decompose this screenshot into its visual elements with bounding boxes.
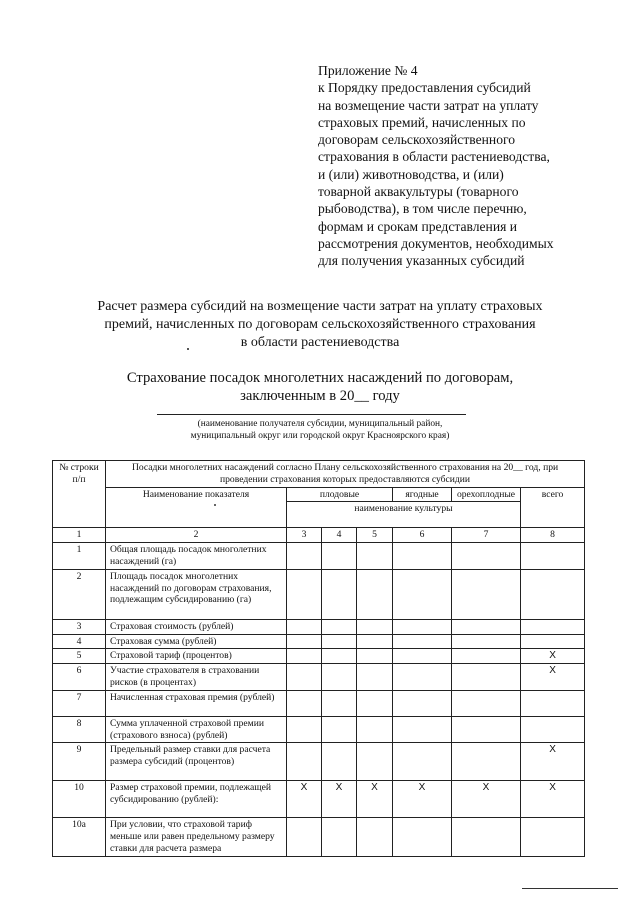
row-mark: Х: [521, 649, 585, 664]
appendix-line: для получения указанных субсидий: [318, 253, 525, 269]
col-number: 8: [521, 528, 585, 543]
appendix-line: формам и срокам представления и: [318, 218, 518, 234]
row-number: 4: [53, 634, 106, 649]
header-total: всего: [521, 487, 585, 528]
row-number: 6: [53, 664, 106, 691]
row-indicator: Участие страхователя в страховании рисков (в процентах): [106, 664, 287, 691]
row-mark: [287, 690, 322, 716]
row-mark: [322, 543, 357, 570]
appendix-line: рыбоводства), в том числе перечню,: [318, 201, 527, 217]
scan-edge-line: [522, 888, 618, 889]
appendix-line: Приложение № 4: [318, 63, 418, 78]
table-row: [53, 690, 585, 716]
appendix-line: товарной аквакультуры (товарного: [318, 184, 519, 200]
row-mark: [322, 649, 357, 664]
row-indicator: Размер страховой премии, подлежащей субсидированию (рублей):: [106, 781, 287, 818]
recipient-note-line: муниципальный округ или городской округ Красноярского края): [190, 431, 450, 441]
title-line: Расчет размера субсидий на возмещение части затрат на уплату страховых: [97, 299, 543, 314]
table-row: [53, 634, 585, 649]
row-mark: [322, 743, 357, 781]
row-mark: [357, 634, 393, 649]
row-mark: [322, 818, 357, 856]
row-mark: [357, 619, 393, 634]
row-mark: [287, 569, 322, 619]
row-mark: [393, 649, 452, 664]
row-mark: [322, 619, 357, 634]
row-indicator: Сумма уплаченной страховой премии (страхового взноса) (рублей): [106, 716, 287, 743]
row-mark: [322, 664, 357, 691]
row-indicator: Страховой тариф (процентов): [106, 649, 287, 664]
row-mark: [393, 569, 452, 619]
header-row-number: № строки п/п: [53, 461, 106, 528]
subtitle-line: заключенным в 20__ году: [240, 388, 400, 404]
row-mark: Х: [521, 743, 585, 781]
document-subtitle: [60, 369, 580, 405]
row-number: 7: [53, 690, 106, 716]
scan-dot: [214, 504, 216, 506]
table-row: [53, 818, 585, 856]
row-mark: [521, 690, 585, 716]
appendix-line: на возмещение части затрат на уплату: [318, 97, 539, 113]
row-mark: [452, 634, 521, 649]
table-row: [53, 619, 585, 634]
row-mark: [393, 690, 452, 716]
row-mark: [393, 634, 452, 649]
row-mark: [322, 690, 357, 716]
appendix-line: и (или) животноводства, и (или): [318, 166, 504, 182]
row-mark: [452, 649, 521, 664]
row-number: 10а: [53, 818, 106, 856]
row-indicator: Страховая сумма (рублей): [106, 634, 287, 649]
row-mark: [287, 619, 322, 634]
row-mark: [357, 543, 393, 570]
row-mark: [393, 543, 452, 570]
row-mark: [393, 716, 452, 743]
appendix-line: рассмотрения документов, необходимых: [318, 235, 554, 251]
row-mark: Х: [521, 781, 585, 818]
row-mark: [287, 664, 322, 691]
row-mark: [521, 818, 585, 856]
row-mark: [287, 743, 322, 781]
row-number: 2: [53, 569, 106, 619]
appendix-line: страховых премий, начисленных по: [318, 114, 526, 130]
header-culture-name: наименование культуры: [287, 502, 521, 528]
appendix-line: договорам сельскохозяйственного: [318, 132, 516, 148]
appendix-line: страхования в области растениеводства,: [318, 149, 550, 165]
row-mark: [393, 818, 452, 856]
row-mark: [287, 716, 322, 743]
row-number: 3: [53, 619, 106, 634]
row-mark: [452, 569, 521, 619]
row-mark: [287, 818, 322, 856]
row-mark: [357, 649, 393, 664]
col-number: 1: [53, 528, 106, 543]
row-mark: [357, 664, 393, 691]
row-number: 5: [53, 649, 106, 664]
scan-dot: [187, 348, 189, 350]
table-row: [53, 543, 585, 570]
recipient-fill-line: [157, 414, 466, 415]
row-indicator: Общая площадь посадок многолетних насаждений (га): [106, 543, 287, 570]
row-mark: [521, 634, 585, 649]
row-number: 9: [53, 743, 106, 781]
recipient-note-line: (наименование получателя субсидии, муниципальный район,: [197, 419, 443, 429]
row-mark: [521, 619, 585, 634]
row-mark: [287, 543, 322, 570]
row-mark: [357, 690, 393, 716]
row-mark: [322, 716, 357, 743]
header-fruit: плодовые: [287, 487, 393, 502]
row-mark: [357, 818, 393, 856]
row-mark: [452, 664, 521, 691]
subsidy-calculation-table: [52, 460, 585, 857]
table-row: [53, 664, 585, 691]
header-nut: орехоплодные: [452, 487, 521, 502]
row-number: 8: [53, 716, 106, 743]
row-indicator: Предельный размер ставки для расчета размера субсидий (процентов): [106, 743, 287, 781]
row-mark: [521, 543, 585, 570]
row-mark: [393, 664, 452, 691]
col-number: 5: [357, 528, 393, 543]
table-row: [53, 743, 585, 781]
row-mark: [322, 634, 357, 649]
col-number: 4: [322, 528, 357, 543]
row-mark: Х: [357, 781, 393, 818]
row-mark: [322, 569, 357, 619]
col-number: 3: [287, 528, 322, 543]
header-berry: ягодные: [393, 487, 452, 502]
col-number: 2: [106, 528, 287, 543]
row-mark: Х: [287, 781, 322, 818]
row-mark: [393, 619, 452, 634]
row-mark: [452, 543, 521, 570]
row-mark: [452, 716, 521, 743]
row-mark: [287, 634, 322, 649]
col-number: 6: [393, 528, 452, 543]
row-indicator: Площадь посадок многолетних насаждений по договорам страхования, подлежащим субсидированию (га): [106, 569, 287, 619]
row-mark: Х: [452, 781, 521, 818]
table-row: [53, 781, 585, 818]
table-row: [53, 649, 585, 664]
title-line: в области растениеводства: [240, 335, 400, 350]
col-number: 7: [452, 528, 521, 543]
row-mark: [452, 743, 521, 781]
row-mark: [287, 649, 322, 664]
row-mark: [452, 818, 521, 856]
row-mark: [357, 743, 393, 781]
row-mark: [393, 743, 452, 781]
appendix-block: [318, 62, 618, 270]
row-number: 1: [53, 543, 106, 570]
row-mark: [521, 716, 585, 743]
table-row: [53, 716, 585, 743]
row-mark: [357, 716, 393, 743]
row-mark: [357, 569, 393, 619]
header-indicator-name: Наименование показателя: [106, 487, 287, 528]
row-mark: Х: [322, 781, 357, 818]
appendix-line: к Порядку предоставления субсидий: [318, 80, 531, 96]
row-indicator: При условии, что страховой тариф меньше или равен предельному размеру ставки для расчета размера: [106, 818, 287, 856]
row-mark: Х: [521, 664, 585, 691]
row-indicator: Страховая стоимость (рублей): [106, 619, 287, 634]
header-plan-caption: Посадки многолетних насаждений согласно Плану сельскохозяйственного страхования на 20__ год, при проведении страхования которых предоставляются субсидии: [106, 461, 585, 488]
row-mark: [521, 569, 585, 619]
row-indicator: Начисленная страховая премия (рублей): [106, 690, 287, 716]
subtitle-line: Страхование посадок многолетних насаждений по договорам,: [126, 370, 514, 386]
row-number: 10: [53, 781, 106, 818]
row-mark: Х: [393, 781, 452, 818]
row-mark: [452, 619, 521, 634]
row-mark: [452, 690, 521, 716]
title-line: премий, начисленных по договорам сельскохозяйственного страхования: [104, 317, 536, 332]
table-row: [53, 569, 585, 619]
recipient-note: [120, 418, 520, 442]
document-title: [40, 298, 600, 352]
